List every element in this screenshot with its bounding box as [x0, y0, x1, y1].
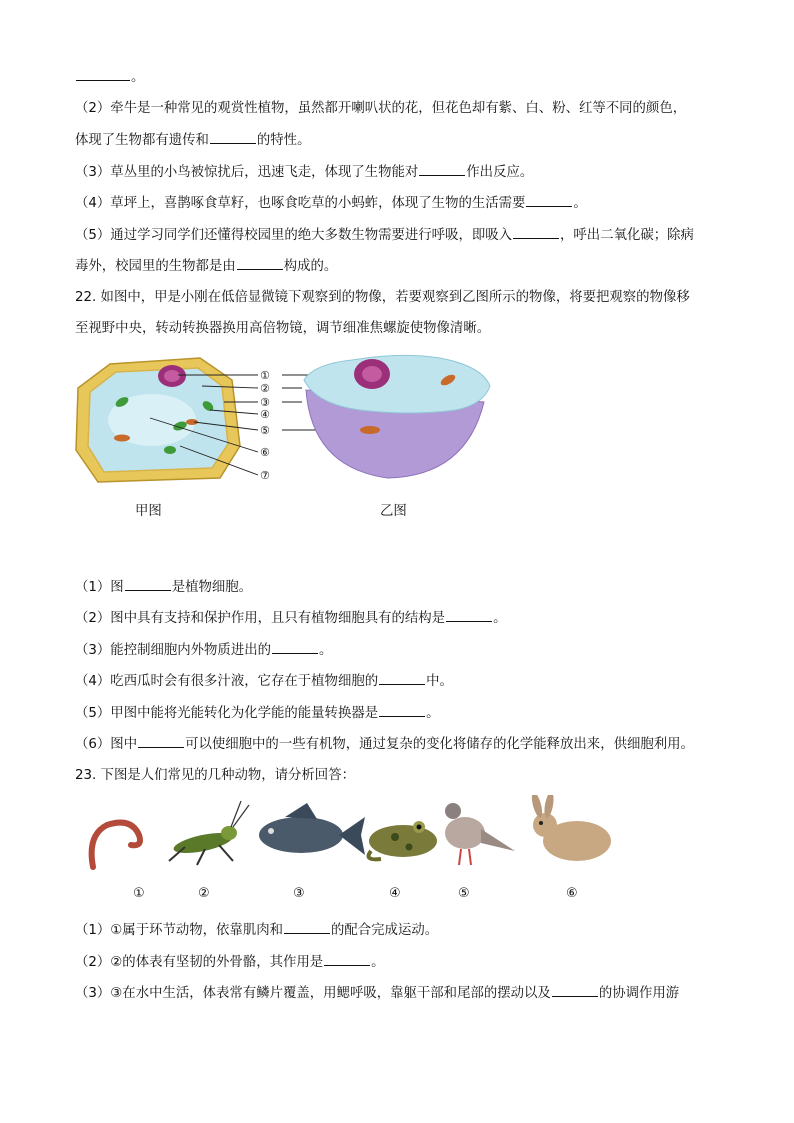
q23-part3: （3）③在水中生活，体表常有鳞片覆盖，用鳃呼吸，靠躯干部和尾部的摆动以及 的协调作用游 [75, 986, 680, 1001]
label-4: ④ [260, 408, 270, 421]
plant-cell-illustration [76, 358, 240, 482]
animal-number-5: ⑤ [458, 886, 470, 901]
frog-icon [369, 821, 437, 859]
q21-part2-line1: （2）牵牛是一种常见的观赏性植物，虽然都开喇叭状的花，但花色却有紫、白、粉、红等不同的颜色， [75, 101, 687, 116]
q22-part4: （4）吃西瓜时会有很多汁液，它存在于植物细胞的 中。 [75, 674, 453, 689]
answer-blank [379, 704, 425, 717]
label-2: ② [260, 382, 270, 395]
answer-blank [379, 672, 425, 685]
q21-part5-line1: （5）通过学习同学们还懂得校园里的绝大多数生物需要进行呼吸，即吸入 ，呼出二氧化碳；除病 [75, 228, 694, 243]
animal-number-1: ① [133, 886, 145, 901]
answer-blank [513, 226, 559, 239]
label-3: ③ [260, 396, 270, 409]
answer-blank [552, 984, 598, 997]
q22-stem-line1: 22. 如图中，甲是小刚在低倍显微镜下观察到的物像，若要观察到乙图所示的物像，将要把观察的物像移 [75, 290, 690, 305]
pigeon-icon [445, 803, 515, 865]
cell-figure [70, 350, 500, 490]
label-6: ⑥ [260, 446, 270, 459]
q23-part2: （2）②的体表有坚韧的外骨骼，其作用是 。 [75, 955, 385, 970]
q22-part1: （1）图 是植物细胞。 [75, 580, 253, 595]
answer-blank [125, 578, 171, 591]
answer-blank [284, 921, 330, 934]
q22-part5: （5）甲图中能将光能转化为化学能的能量转换器是 。 [75, 706, 440, 721]
caption-animal: 乙图 [380, 504, 407, 519]
answer-blank [272, 641, 318, 654]
earthworm-icon [92, 823, 140, 867]
answer-blank [446, 609, 492, 622]
caption-plant: 甲图 [135, 504, 162, 519]
animal-number-6: ⑥ [566, 886, 578, 901]
q21-part5-line2: 毒外，校园里的生物都是由 构成的。 [75, 259, 338, 274]
animal-cell-illustration [304, 355, 490, 478]
animal-number-2: ② [198, 886, 210, 901]
q23-part1: （1）①属于环节动物，依靠肌肉和 的配合完成运动。 [75, 923, 439, 938]
animals-figure [85, 795, 625, 875]
q22-part6: （6）图中 可以使细胞中的一些有机物，通过复杂的变化将储存的化学能释放出来，供细胞利用。 [75, 737, 694, 752]
q22-part3: （3）能控制细胞内外物质进出的 。 [75, 643, 333, 658]
fish-icon [259, 803, 365, 855]
answer-blank [526, 194, 572, 207]
answer-blank [210, 131, 256, 144]
q22-part2: （2）图中具有支持和保护作用，且只有植物细胞具有的结构是 。 [75, 611, 507, 626]
answer-blank [324, 953, 370, 966]
q21-part2-line2: 体现了生物都有遗传和 的特性。 [75, 133, 311, 148]
answer-blank [237, 257, 283, 270]
q23-stem: 23. 下图是人们常见的几种动物，请分析回答： [75, 768, 355, 783]
label-7: ⑦ [260, 469, 270, 482]
animal-number-3: ③ [293, 886, 305, 901]
q22-stem-line2: 至视野中央，转动转换器换用高倍物镜，调节细准焦螺旋使物像清晰。 [75, 321, 491, 336]
answer-blank [138, 735, 184, 748]
q21-part3: （3）草丛里的小鸟被惊扰后，迅速飞走，体现了生物能对 作出反应。 [75, 165, 534, 180]
answer-blank [419, 163, 465, 176]
label-5: ⑤ [260, 424, 270, 437]
rabbit-icon [530, 795, 611, 861]
q21-part4: （4）草坪上，喜鹊啄食草籽，也啄食吃草的小蚂蚱，体现了生物的生活需要 。 [75, 196, 587, 211]
label-1: ① [260, 369, 270, 382]
answer-blank [76, 68, 130, 81]
grasshopper-icon [169, 801, 249, 865]
answer-line-tail: 。 [75, 68, 144, 87]
animal-number-4: ④ [389, 886, 401, 901]
